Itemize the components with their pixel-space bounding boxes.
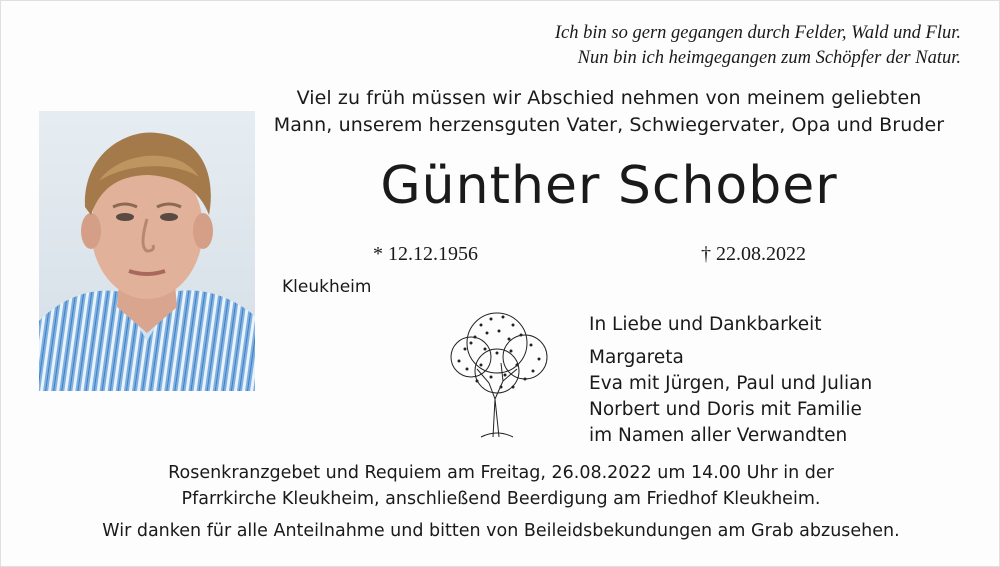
deceased-name: Günther Schober [380,156,838,216]
intro-line: Viel zu früh müssen wir Abschied nehmen von meinem geliebten [296,87,922,109]
signature-heading: In Liebe und Dankbarkeit [589,314,822,335]
poem-line: Nun bin ich heimgegangen zum Schöpfer der Natur. [577,48,961,68]
poem [555,21,961,71]
intro-text [263,85,955,139]
signature-name: Norbert und Doris mit Familie [589,399,862,420]
service-info [1,460,1000,512]
thanks-note: Wir danken für alle Anteilnahme und bitten von Beileidsbekundungen am Grab abzusehen. [102,521,900,541]
signature-block [589,312,872,449]
poem-line: Ich bin so gern gegangen durch Felder, Wald und Flur. [554,23,961,43]
portrait-photo [39,111,255,391]
portrait-photo-graphic [39,111,255,391]
tree-icon-graphic [441,303,557,441]
home-place: Kleukheim [282,277,372,297]
signature-name: Margareta [589,347,684,368]
tree-icon [441,303,557,441]
service-line: Rosenkranzgebet und Requiem am Freitag, 26.08.2022 um 14.00 Uhr in der [168,463,834,483]
signature-name: Eva mit Jürgen, Paul und Julian [589,373,873,394]
signature-name: im Namen aller Verwandten [589,425,848,446]
birth-date: * 12.12.1956 [373,243,478,265]
intro-line: Mann, unserem herzensguten Vater, Schwiegervater, Opa und Bruder [273,114,945,136]
service-line: Pfarrkirche Kleukheim, anschließend Beerdigung am Friedhof Kleukheim. [181,489,821,509]
death-date: † 22.08.2022 [701,243,806,265]
